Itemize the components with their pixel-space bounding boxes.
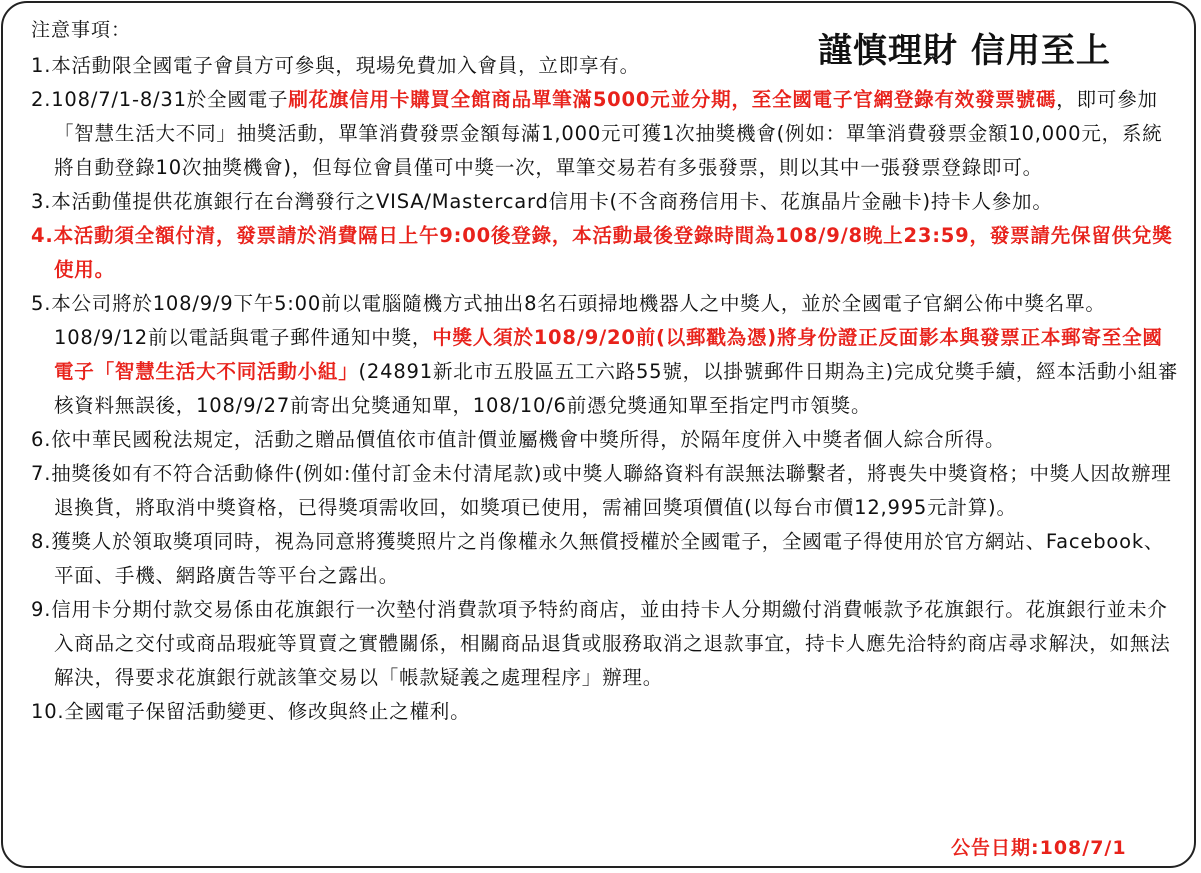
highlight-text: 中獎人須於108/9/20前(以郵戳為憑)將身份證正反面影本與發票正本郵寄至全國電子「智慧生活大不同活動小組」 [54,326,1163,383]
term-text: 8.獲獎人於領取獎項同時，視為同意將獲獎照片之肖像權永久無償授權於全國電子，全國電子得使用於官方網站、Facebook、平面、手機、網路廣告等平台之露出。 [31,530,1165,587]
term-item [31,49,1179,83]
term-item [31,695,1179,729]
term-text: 1.本活動限全國電子會員方可參與，現場免費加入會員，立即享有。 [31,54,640,77]
slogan: 謹慎理財 信用至上 [818,31,1111,71]
term-item [31,287,1179,423]
term-text: ，即可參加「智慧生活大不同」抽獎活動，單筆消費發票金額每滿1,000元可獲1次抽獎機會(例如：單筆消費發票金額10,000元，系統將自動登錄10次抽獎機會)，但每位會員僅可中獎一次，單筆交易若有多張發票，則以其中一張發票登錄即可。 [54,88,1163,179]
term-item [31,185,1179,219]
term-text: (24891新北市五股區五工六路55號，以掛號郵件日期為主)完成兌獎手續，經本活動小組審核資料無誤後，108/9/27前寄出兌獎通知單，108/10/6前憑兌獎通知單至指定門市領獎。 [54,360,1179,417]
term-item [31,593,1179,695]
term-item [31,423,1179,457]
term-item [31,219,1179,287]
notice-card [1,1,1196,868]
notice-heading: 注意事項： [31,19,132,41]
terms-list [31,49,1179,729]
term-item [31,83,1179,185]
term-text: 6.依中華民國稅法規定，活動之贈品價值依市值計價並屬機會中獎所得，於隔年度併入中獎者個人綜合所得。 [31,428,1006,451]
term-text: 9.信用卡分期付款交易係由花旗銀行一次墊付消費款項予特約商店，並由持卡人分期繳付消費帳款予花旗銀行。花旗銀行並未介入商品之交付或商品瑕疵等買賣之實體關係，相關商品退貨或服務取消之退款事宜，持卡人應先洽特約商店尋求解決，如無法解決，得要求花旗銀行就該筆交易以「帳款疑義之處理程序」辦理。 [31,598,1171,689]
highlight-text: 4.本活動須全額付清，發票請於消費隔日上午9:00後登錄，本活動最後登錄時間為108/9/8晚上23:59，發票請先保留供兌獎使用。 [31,224,1173,281]
term-text: 7.抽獎後如有不符合活動條件(例如:僅付訂金未付清尾款)或中獎人聯絡資料有誤無法聯繫者，將喪失中獎資格；中獎人因故辦理退換貨，將取消中獎資格，已得獎項需收回，如獎項已使用，需補回獎項價值(以每台市價12,995元計算)。 [31,462,1172,519]
term-text: 2.108/7/1-8/31於全國電子 [31,88,289,111]
term-item [31,457,1179,525]
term-item [31,525,1179,593]
highlight-text: 刷花旗信用卡購買全館商品單筆滿5000元並分期，至全國電子官網登錄有效發票號碼 [288,88,1057,111]
term-text: 5.本公司將於108/9/9下午5:00前以電腦隨機方式抽出8名石頭掃地機器人之中獎人，並於全國電子官網公佈中獎名單。108/9/12前以電話與電子郵件通知中獎， [31,292,1106,349]
term-text: 10.全國電子保留活動變更、修改與終止之權利。 [31,700,471,723]
announce-date: 公告日期:108/7/1 [951,837,1127,859]
term-text: 3.本活動僅提供花旗銀行在台灣發行之VISA/Mastercard信用卡(不含商務信用卡、花旗晶片金融卡)持卡人參加。 [31,190,1053,213]
